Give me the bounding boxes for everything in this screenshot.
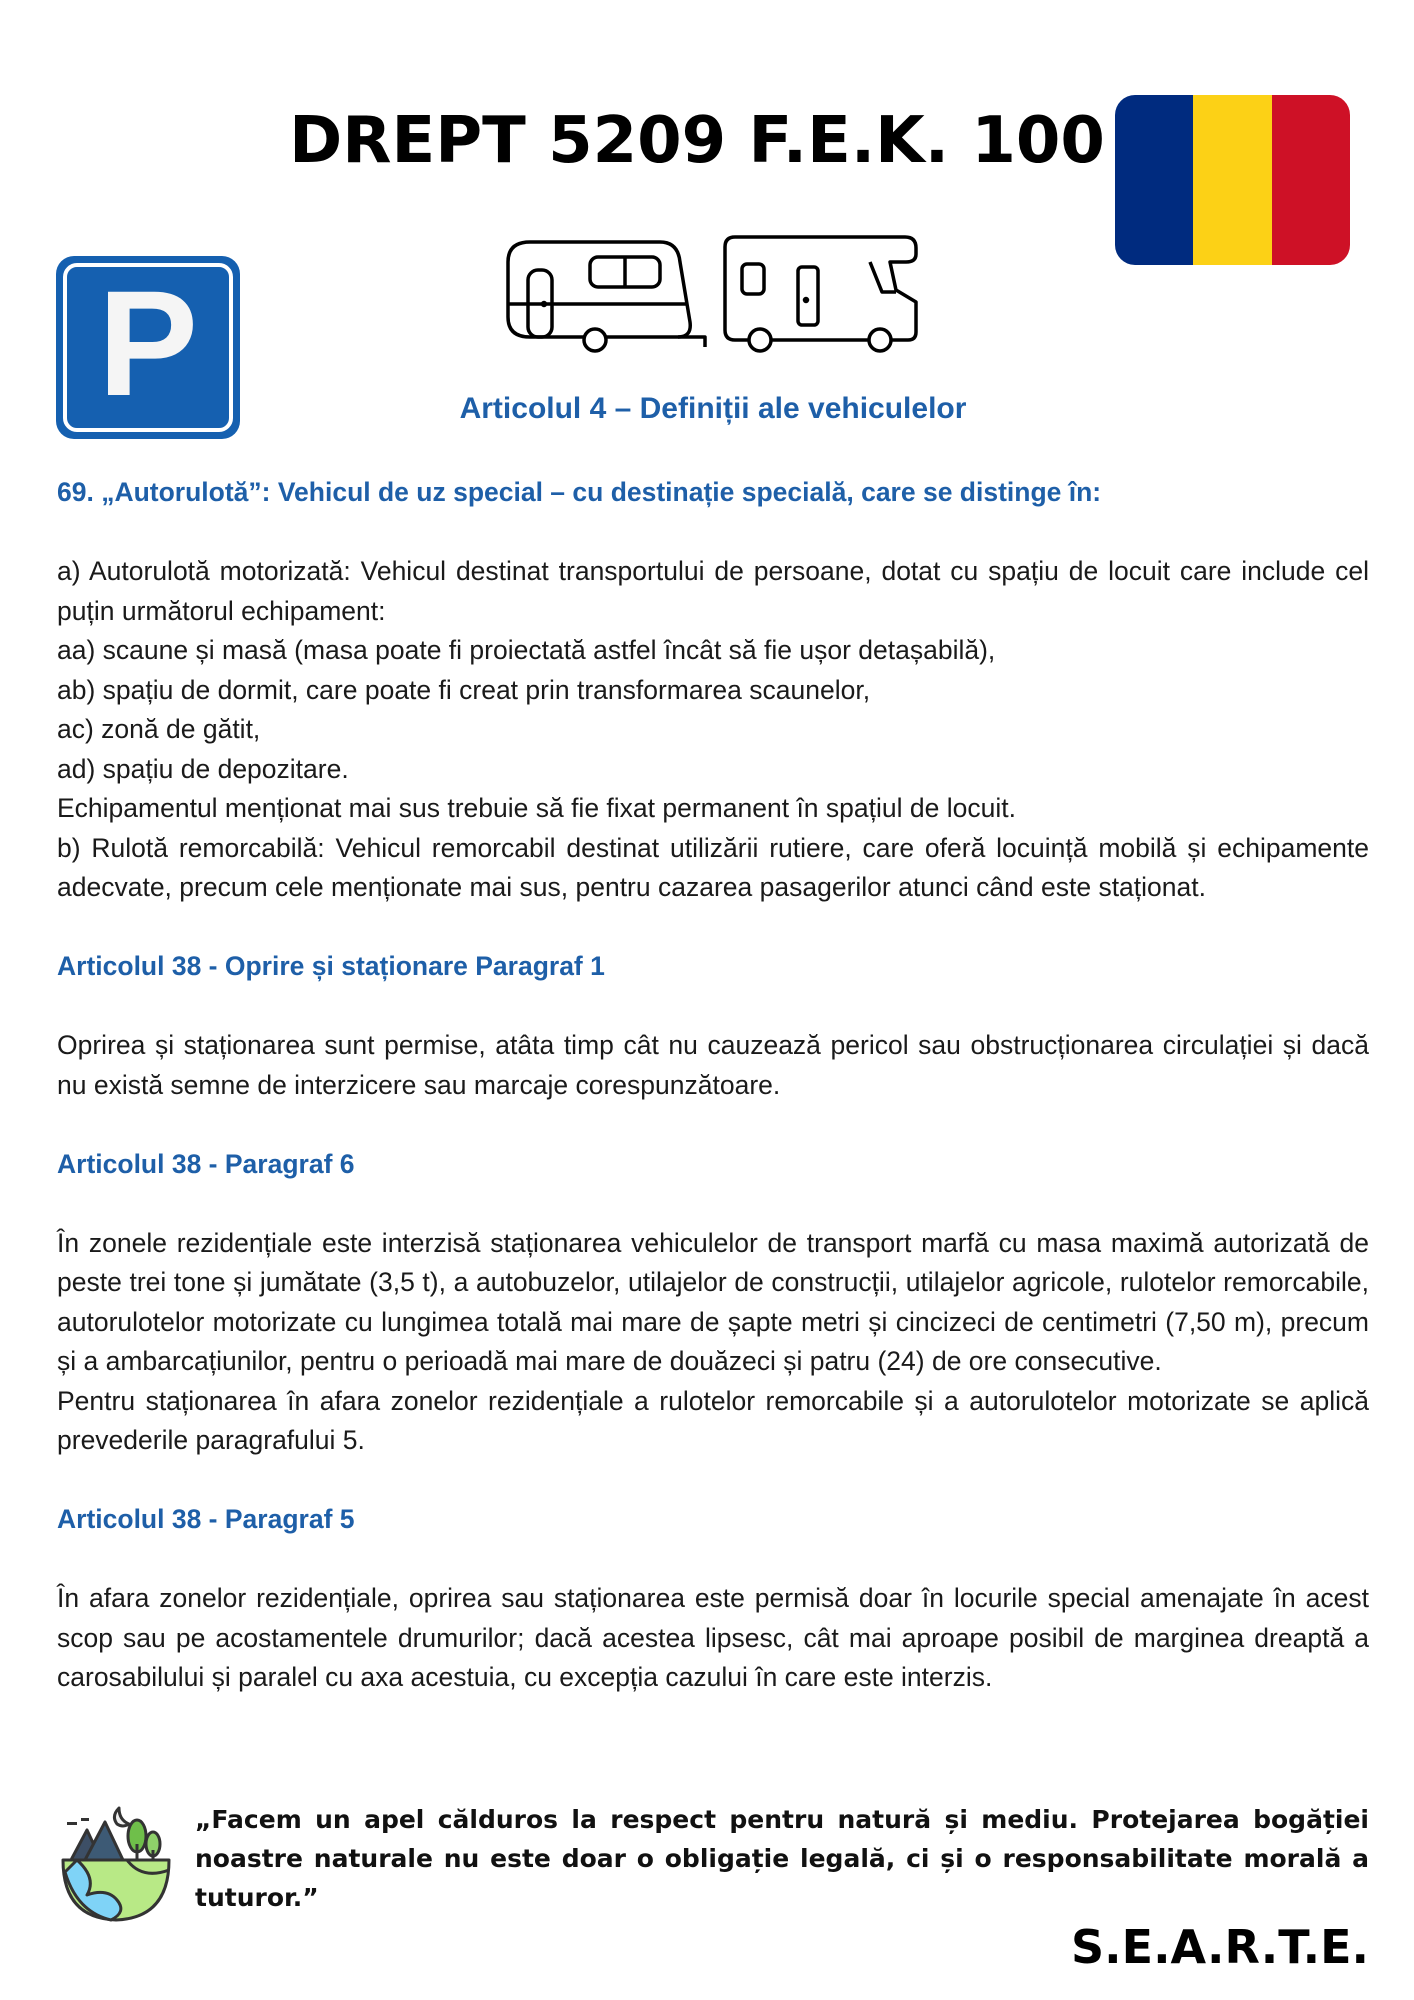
- document-body: [57, 473, 1369, 1698]
- brand-name: S.E.A.R.T.E.: [1071, 1920, 1369, 1974]
- spacer: [57, 987, 1369, 1027]
- definition-item: ac) zonă de gătit,: [57, 714, 261, 744]
- article-38-p6-heading: Articolul 38 - Paragraf 6: [57, 1148, 355, 1179]
- romania-flag-icon: [1115, 95, 1350, 265]
- definition-item: ad) spațiu de depozitare.: [57, 753, 349, 784]
- spacer: [57, 513, 1369, 553]
- spacer: [57, 1184, 1369, 1224]
- definition-item: ab) spațiu de dormit, care poate fi creat prin transformarea scaunelor,: [57, 674, 871, 705]
- definition-paragraph: Echipamentul menționat mai sus trebuie să fie fixat permanent în spațiul de locuit.: [57, 793, 1016, 823]
- definition-paragraph: a) Autorulotă motorizată: Vehicul destinat transportului de persoane, dotat cu spațiu de locuit care include cel puțin următorul echipament:: [57, 556, 1369, 626]
- flag-stripe-blue: [1115, 95, 1193, 265]
- spacer: [57, 908, 1369, 948]
- vehicles-illustration: [500, 232, 930, 362]
- motorhome-icon: [725, 237, 916, 351]
- flag-stripe-yellow: [1193, 95, 1271, 265]
- article-38-p5-text: În afara zonelor rezidențiale, oprirea sau staționarea este permisă doar în locurile special amenajate în acest scop sau pe acostamentele drumurilor; dacă acestea lipsesc, cât mai aproape posibil de marginea dreaptă a carosabilului și paralel cu axa acestuia, cu excepția cazului în care este interzis.: [57, 1583, 1369, 1692]
- cloud-line: [81, 1818, 89, 1821]
- spacer: [57, 1461, 1369, 1501]
- parking-sign-letter: P: [97, 259, 199, 427]
- article-38-p6-text: Pentru staționarea în afara zonelor rezidențiale a rulotelor remorcabile și a autorulotelor motorizate se aplică prevederile paragrafului 5.: [57, 1385, 1369, 1455]
- article-38-p6-text: În zonele rezidențiale este interzisă staționarea vehiculelor de transport marfă cu masa maximă autorizată de peste trei tone și jumătate (3,5 t), a autobuzelor, utilajelor de construcții, utilajelor agricole, rulotelor remorcabile, autorulotelor motorizate cu lungimea totală mai mare de șapte metri și cincizeci de centimetri (7,50 m), precum și a ambarcațiunilor, pentru o perioadă mai mare de douăzeci și patru (24) de ore consecutive.: [57, 1227, 1369, 1376]
- flag-stripe-red: [1272, 95, 1350, 265]
- definition-item: aa) scaune și masă (masa poate fi proiectată astfel încât să fie ușor detașabilă),: [57, 635, 996, 665]
- environment-quote: „Facem un apel călduros la respect pentru natură și mediu. Protejarea bogăției noastre naturale nu este doar o obligație legală, ci și o responsabilitate morală a tuturor.”: [195, 1805, 1369, 1912]
- article-38-p1-heading: Articolul 38 - Oprire și staționare Paragraf 1: [57, 951, 605, 981]
- definition-heading: 69. „Autorulotă”: Vehicul de uz special – cu destinație specială, care se distinge în:: [57, 477, 1102, 507]
- nature-earth-icon: [57, 1800, 175, 1924]
- spacer: [57, 1105, 1369, 1145]
- document-title: DREPT 5209 F.E.K. 100: [289, 104, 1105, 178]
- caravan-icon: [508, 242, 705, 351]
- definition-paragraph: b) Rulotă remorcabilă: Vehicul remorcabil destinat utilizării rutiere, care oferă locuință mobilă și echipamente adecvate, precum cele menționate mai sus, pentru cazarea pasagerilor atunci când este staționat.: [57, 832, 1369, 902]
- cloud-line: [67, 1822, 77, 1825]
- spacer: [57, 1540, 1369, 1580]
- section-title: Articolul 4 – Definiții ale vehiculelor: [459, 392, 967, 425]
- article-38-p1-text: Oprirea și staționarea sunt permise, atâta timp cât nu cauzează pericol sau obstrucționarea circulației și dacă nu există semne de interzicere sau marcaje corespunzătoare.: [57, 1030, 1369, 1100]
- article-38-p5-heading: Articolul 38 - Paragraf 5: [57, 1504, 355, 1534]
